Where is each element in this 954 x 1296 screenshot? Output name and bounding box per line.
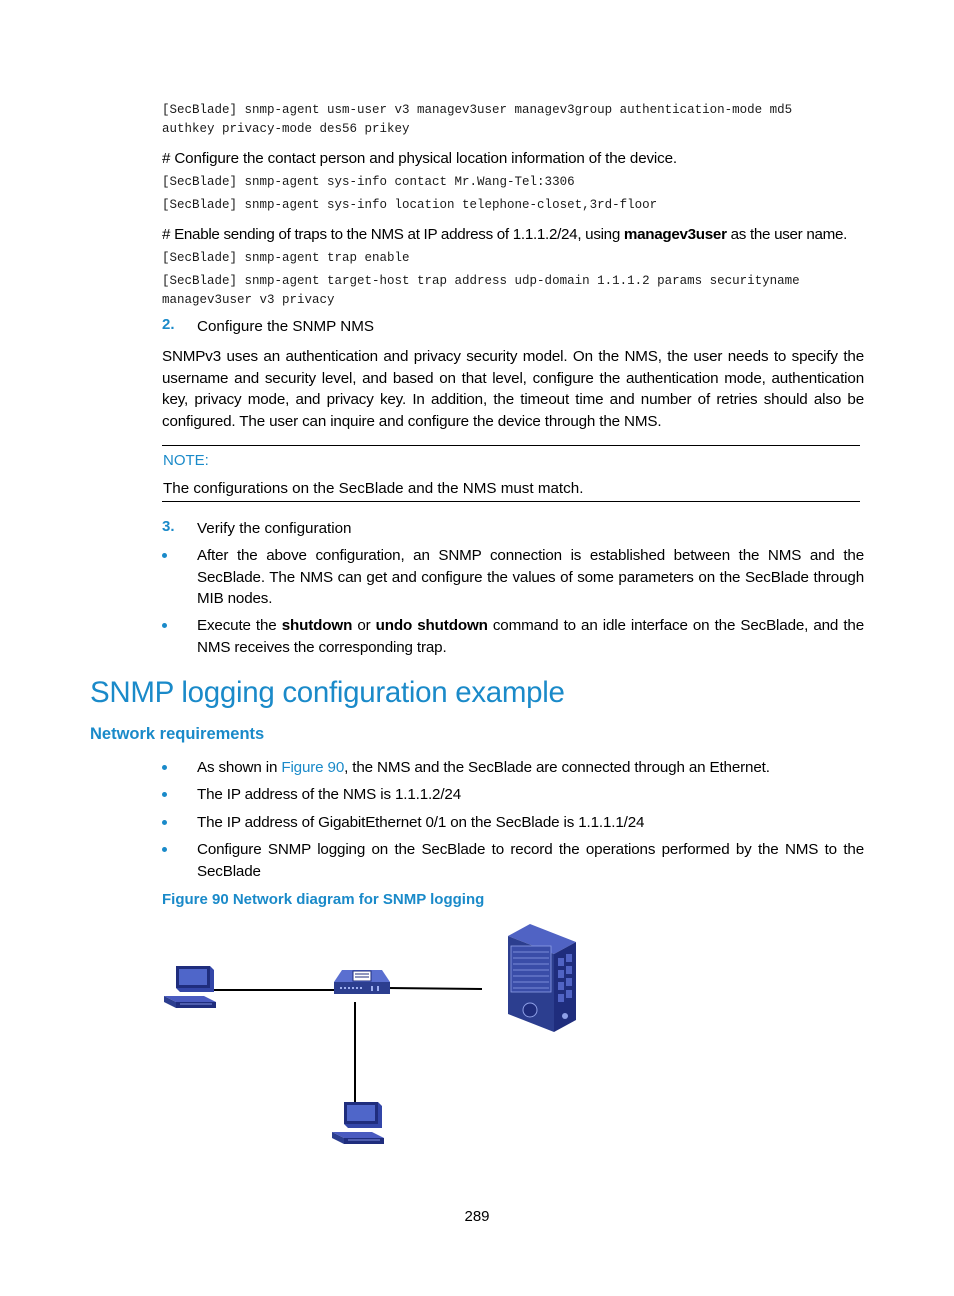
bullet-icon (162, 765, 167, 770)
requirement-1 (197, 757, 864, 779)
code-usm-user-line-1: [SecBlade] snmp-agent usm-user v3 managev3user managev3group authentication-mode md5 (162, 103, 793, 117)
requirement-2: The IP address of the NMS is 1.1.1.2/24 (197, 786, 462, 803)
verify-bullet-2-suffix: command to an idle interface on the SecBlade, and the NMS receives the corresponding trap. (197, 617, 864, 656)
note-label: NOTE: (163, 452, 209, 469)
note-text: The configurations on the SecBlade and the NMS must match. (163, 480, 584, 497)
step-text-3: Verify the configuration (197, 520, 352, 537)
pc-icon (164, 966, 216, 1008)
comment-traps-prefix: # Enable sending of traps to the NMS at IP address of 1.1.1.2/24, using (162, 226, 624, 243)
comment-traps (162, 224, 864, 246)
subsection-title: Network requirements (90, 725, 265, 743)
secblade-chassis-icon (508, 924, 576, 1032)
bullet-icon (162, 623, 167, 628)
requirement-1-prefix: As shown in (197, 759, 282, 776)
requirement-1-suffix: , the NMS and the SecBlade are connected through an Ethernet. (344, 759, 770, 776)
code-target-host-line-2: managev3user v3 privacy (162, 293, 335, 307)
requirement-4: Configure SNMP logging on the SecBlade to record the operations performed by the NMS to the SecBlade (197, 841, 864, 880)
figure-90-link[interactable]: Figure 90 (281, 759, 345, 776)
code-trap-enable: [SecBlade] snmp-agent trap enable (162, 251, 410, 265)
verify-bullet-1: After the above configuration, an SNMP connection is established between the NMS and the SecBlade. The NMS can get and configure the values of some parameters on the SecBlade through MIB nodes. (197, 547, 864, 607)
page-number: 289 (464, 1208, 490, 1225)
comment-contact: # Configure the contact person and physical location information of the device. (162, 150, 677, 167)
code-target-host-line-1: [SecBlade] snmp-agent target-host trap address udp-domain 1.1.1.2 params securityname (162, 274, 800, 288)
network-diagram (150, 918, 590, 1158)
comment-traps-username: managev3user (623, 226, 727, 243)
verify-bullet-2-prefix: Execute the (197, 617, 282, 634)
section-title: SNMP logging configuration example (90, 676, 565, 709)
bullet-icon (162, 553, 167, 558)
code-sys-location: [SecBlade] snmp-agent sys-info location telephone-closet,3rd-floor (162, 198, 658, 212)
step-number-2: 2. (162, 316, 175, 333)
bullet-icon (162, 792, 167, 797)
bullet-icon (162, 847, 167, 852)
verify-bullet-2 (197, 615, 864, 658)
figure-caption: Figure 90 Network diagram for SNMP logging (162, 891, 485, 908)
step-text-2: Configure the SNMP NMS (197, 318, 374, 335)
note-rule-bottom (162, 501, 860, 502)
note-rule-top (162, 445, 860, 446)
command-undo-shutdown: undo shutdown (375, 617, 488, 634)
code-sys-contact: [SecBlade] snmp-agent sys-info contact Mr.Wang-Tel:3306 (162, 175, 575, 189)
ethernet-link (388, 988, 482, 989)
switch-icon (334, 970, 390, 994)
verify-bullet-2-mid: or (352, 617, 376, 634)
requirement-3: The IP address of GigabitEthernet 0/1 on the SecBlade is 1.1.1.1/24 (197, 814, 645, 831)
comment-traps-suffix: as the user name. (726, 226, 848, 243)
pc-icon (332, 1102, 384, 1144)
nms-paragraph: SNMPv3 uses an authentication and privacy security model. On the NMS, the user needs to specify the username and security level, and based on that level, configure the authentication mode, authentication key, privacy mode, and privacy key. In addition, the timeout time and number of retries should also be configured. The user can inquire and configure the device through the NMS. (162, 348, 864, 430)
bullet-icon (162, 820, 167, 825)
code-usm-user-line-2: authkey privacy-mode des56 prikey (162, 122, 410, 136)
step-number-3: 3. (162, 518, 175, 535)
command-shutdown: shutdown (281, 617, 353, 634)
